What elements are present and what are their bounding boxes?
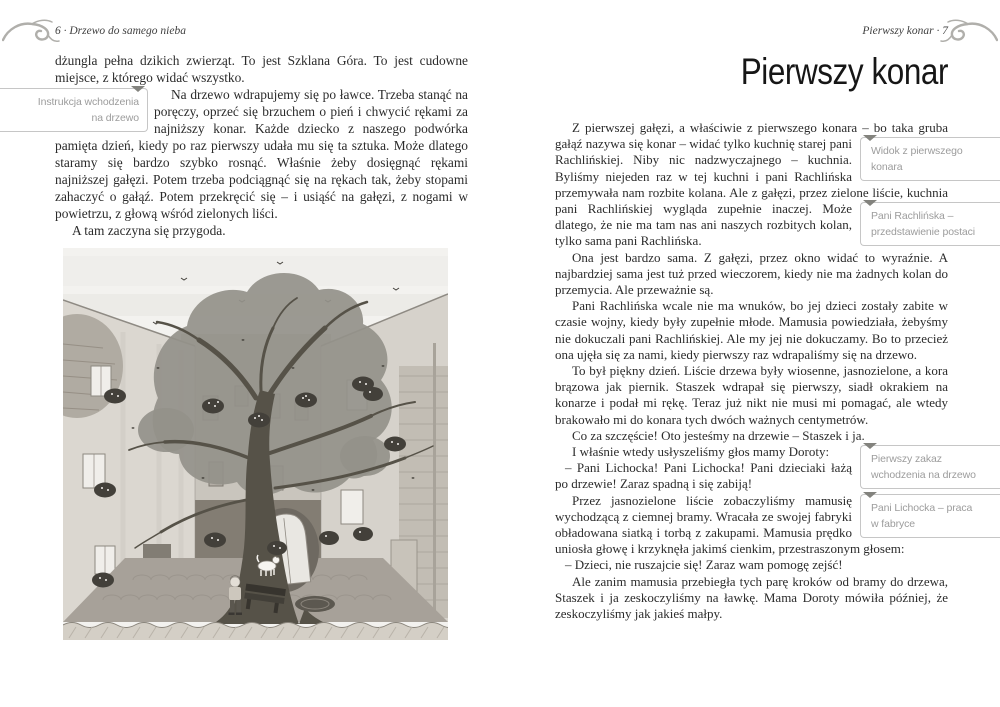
- margin-note-text: Pani Rachlińska – przedstawienie postaci: [871, 210, 976, 239]
- note-pointer-icon: [863, 492, 877, 498]
- paragraph: [555, 120, 976, 250]
- paragraph-text: Z pierwszej gałęzi, a właściwie z pierwszego konara – bo taka gruba gałąź nazywa się konar – widać tylko kuchnię starej: [555, 120, 948, 152]
- paragraph-text: Ona jest bardzo sama. Z gałęzi, przez okno widać to wyraźnie. A najbardziej sama jest tuż przed wieczorem, kiedy nie ma żadnych kolan do przemycia. Ale przeważnie są.: [555, 249, 948, 298]
- margin-note-text: Pierwszy zakaz wchodzenia na drzewo: [871, 453, 976, 482]
- paragraph: [555, 298, 948, 363]
- manhole-cover: [295, 596, 335, 612]
- margin-note-view-from-branch: [860, 137, 1000, 181]
- margin-note-text: Instrukcja wchodzenia na drzewo: [37, 96, 139, 124]
- note-pointer-icon: [863, 443, 877, 449]
- paragraph-text: To był piękny dzień. Liście drzewa były wiosenne, jasnozielone, a kora brązowa jak piernik. Staszek wdrapał się pierwszy, siadł okrakiem na konarze i podał mi rękę. Teraz już nikt nie musi mi pomagać, ale wtedy brakowało mi do konara tych dwóch ważnych centymetrów.: [555, 363, 948, 427]
- margin-note-climbing-instructions: [0, 88, 148, 132]
- paragraph-text: Rachlińskiej wygląda zupełnie inaczej. Może dlatego, że nie ma tam nas ani naszych rozbitych kolan, tylko sama pani Rachlińska.: [555, 201, 852, 249]
- chapter-title: Pierwszy konar: [740, 51, 948, 92]
- paragraph-text: pani Rachlińskiej. Niby nic nadzwyczajnego – kuchnia. Byliśmy niejeden raz w tej kuchni i pani Rachlińska przemywała nam rozbite kolana. Ale z gałęzi, przez zielone liście, kuchnia pani: [555, 136, 948, 217]
- paragraph: [555, 574, 948, 623]
- tree-courtyard-illustration: [63, 248, 448, 640]
- paragraph-text: Co za szczęście! Oto jesteśmy na drzewie – Staszek i ja.: [572, 427, 865, 443]
- paragraph: [37, 86, 468, 222]
- paragraph-text: A tam zaczyna się przygoda.: [72, 223, 226, 238]
- running-head-right: Pierwszy konar · 7: [862, 25, 948, 37]
- corner-flourish-icon: [940, 16, 998, 50]
- margin-note-first-ban: [860, 445, 1000, 489]
- paragraph: [555, 250, 948, 299]
- dialogue-paragraph: [555, 557, 948, 573]
- paragraph-text: – Dzieci, nie ruszajcie się! Zaraz wam pomogę zejść!: [565, 557, 843, 573]
- paragraph-text: I właśnie wtedy usłyszeliśmy głos mamy Doroty:: [572, 444, 830, 460]
- paragraph: [555, 492, 973, 558]
- corner-flourish-icon: [2, 16, 60, 50]
- margin-note-text: Widok z pierwszego konara: [871, 145, 963, 174]
- paragraph-text: Na drzewo wdrapujemy się po ławce. Trzeba stanąć na poręczy, oprzeć się brzuchem o pień i chwycić rękami za najniższy konar. Każde dziecko z naszego podwórka pamięta dzień, kiedy po raz pierwszy udała mu się ta sztuka. Może dlatego staramy się bardzo szybko rosnąć. Właśnie żeby dosięgnąć rękami najniższej gałęzi. Potem trzeba podciągnąć się na rękach tak, żeby stopami zahaczyć o gałąź. Potem przekręcić się – i usiąść na gałęzi, z nogami w powietrzu, z głową wśród zielonych liści.: [55, 87, 468, 221]
- paragraph: [55, 222, 468, 239]
- paragraph-text: dżungla pełna dzikich zwierząt. To jest Szklana Góra. To jest cudowne miejsce, z którego widać wszystko.: [55, 53, 468, 85]
- paragraph-text: Przez jasnozielone liście zobaczyliśmy mamusię wychodzącą z ciemnej bramy. Wracała ze swojej fabryki obładowana siatką i torbą z zakupami. Mamusia prędko uniosła głowę i krzyknęła jakimś cienkim, przestraszonym głosem:: [555, 492, 905, 557]
- note-pointer-icon: [863, 200, 877, 206]
- note-pointer-icon: [863, 135, 877, 141]
- note-pointer-icon: [131, 86, 145, 92]
- margin-note-text: Pani Lichocka – praca w fabryce: [871, 501, 973, 530]
- margin-note-lichocka-work: [860, 494, 1000, 538]
- paragraph-text: Ale zanim mamusia przebiegła tych parę kroków od bramy do drzewa, Staszek i ja zeskoczyliśmy na ławkę. Mama Doroty mówiła później, że zeskoczyliśmy jak jakieś małpy.: [555, 573, 948, 622]
- paragraph: [555, 363, 948, 428]
- right-page-text-column: [555, 120, 976, 622]
- paragraph-text: Pani Rachlińska wcale nie ma wnuków, bo jej dzieci zostały zabite w czasie wojny, kiedy były zupełnie młode. Mamusia powiedziała, żebyśmy nie dokuczali pani Rachlińskiej. Ale my jej nie dokuczamy. Bo to przecież ona ujęła się za nami, kiedy pierwszy raz wdrapaliśmy się na drzewo.: [555, 298, 948, 362]
- paragraph: [555, 428, 948, 444]
- paragraph: [55, 52, 468, 86]
- left-page-text-column: [37, 52, 468, 239]
- running-head-left: 6 · Drzewo do samego nieba: [55, 25, 186, 37]
- paragraph-text: – Pani Lichocka! Pani Lichocka! Pani dzieciaki łażą po drzewie! Zaraz spadną i się zabiją!: [555, 460, 852, 492]
- margin-note-rachlinska-intro: [860, 202, 1000, 246]
